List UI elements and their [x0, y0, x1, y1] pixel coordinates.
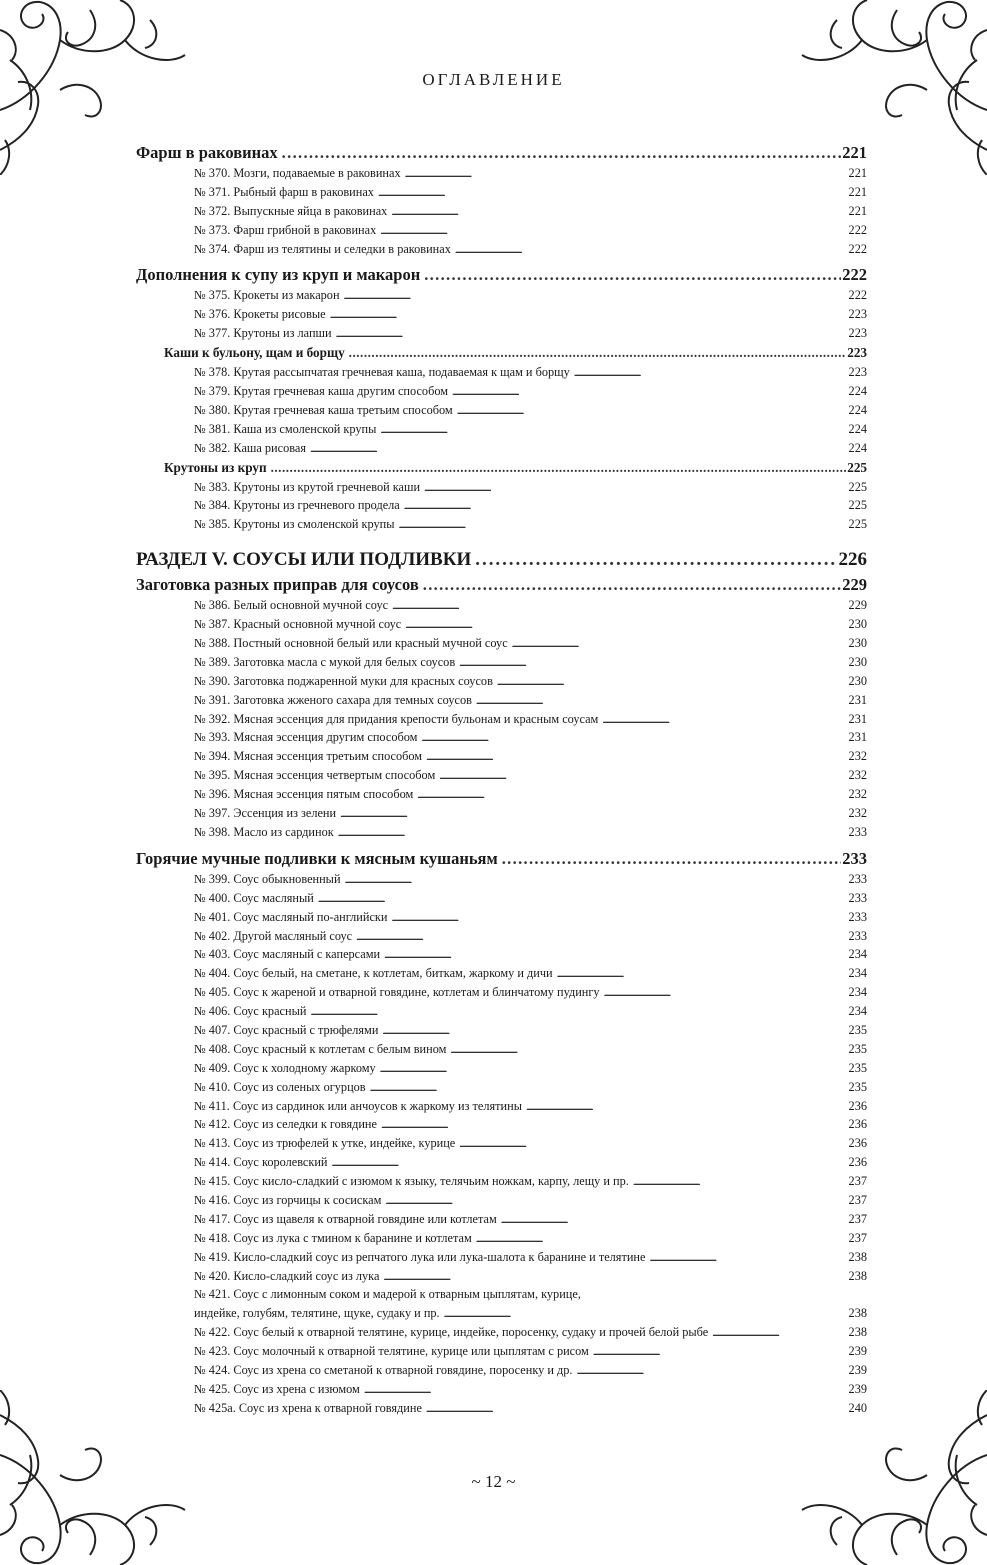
toc-entry[interactable]: № 406. Соус красный . . . 234 — [194, 1002, 867, 1021]
toc-entry[interactable]: № 418. Соус из лука с тмином к баранине и котлетам . . . 237 — [194, 1229, 867, 1248]
toc-entry[interactable]: № 389. Заготовка масла с мукой для белых соусов . . . 230 — [194, 653, 867, 672]
toc-subsection-heading[interactable]: Крутоны из круп . . . 225 — [164, 458, 867, 478]
toc-entry[interactable]: № 407. Соус красный с трюфелями . . . 235 — [194, 1021, 867, 1040]
toc-entry[interactable]: № 375. Крокеты из макарон . . . 222 — [194, 286, 867, 305]
table-of-contents — [136, 142, 867, 1418]
toc-entry[interactable]: № 405. Соус к жареной и отварной говядине, котлетам и блинчатому пудингу . . . 234 — [194, 983, 867, 1002]
toc-entry[interactable]: № 382. Каша рисовая . . . 224 — [194, 439, 867, 458]
toc-section-heading[interactable]: Заготовка разных приправ для соусов . . . 229 — [136, 574, 867, 596]
toc-entry[interactable]: № 400. Соус масляный . . . 233 — [194, 889, 867, 908]
toc-section-heading[interactable]: Дополнения к супу из круп и макарон . . . 222 — [136, 264, 867, 286]
toc-entry[interactable]: № 384. Крутоны из гречневого продела . . . 225 — [194, 496, 867, 515]
toc-entry[interactable]: № 393. Мясная эссенция другим способом . . . 231 — [194, 728, 867, 747]
toc-entry[interactable]: № 411. Соус из сардинок или анчоусов к жаркому из телятины . . . 236 — [194, 1097, 867, 1116]
toc-subsection-heading[interactable]: Каши к бульону, щам и борщу . . . 223 — [164, 343, 867, 363]
toc-entry[interactable]: № 394. Мясная эссенция третьим способом . . . 232 — [194, 747, 867, 766]
toc-entry[interactable]: № 409. Соус к холодному жаркому . . . 235 — [194, 1059, 867, 1078]
toc-entry[interactable]: № 416. Соус из горчицы к сосискам . . . 237 — [194, 1191, 867, 1210]
toc-entry[interactable]: № 370. Мозги, подаваемые в раковинах . . . 221 — [194, 164, 867, 183]
toc-entry[interactable]: № 371. Рыбный фарш в раковинах . . . 221 — [194, 183, 867, 202]
toc-entry[interactable]: № 415. Соус кисло-сладкий с изюмом к языку, телячьим ножкам, карпу, лещу и пр. . . . 237 — [194, 1172, 867, 1191]
toc-entry[interactable]: № 378. Крутая рассыпчатая гречневая каша, подаваемая к щам и борщу . . . 223 — [194, 363, 867, 382]
toc-entry[interactable]: № 379. Крутая гречневая каша другим способом . . . 224 — [194, 382, 867, 401]
running-head: ОГЛАВЛЕНИЕ — [422, 70, 565, 89]
toc-entry[interactable]: № 419. Кисло-сладкий соус из репчатого лука или лука-шалота к баранине и телятине . . . 238 — [194, 1248, 867, 1267]
toc-entry[interactable]: № 412. Соус из селедки к говядине . . . 236 — [194, 1115, 867, 1134]
toc-entry[interactable]: № 376. Крокеты рисовые . . . 223 — [194, 305, 867, 324]
toc-entry[interactable]: № 388. Постный основной белый или красный мучной соус . . . 230 — [194, 634, 867, 653]
toc-entry[interactable]: индейке, голубям, телятине, щуке, судаку и пр. . . . 238 — [194, 1304, 867, 1323]
toc-entry[interactable]: № 383. Крутоны из крутой гречневой каши . . . 225 — [194, 478, 867, 497]
toc-entry[interactable]: № 425. Соус из хрена с изюмом . . . 239 — [194, 1380, 867, 1399]
toc-entry[interactable]: № 381. Каша из смоленской крупы . . . 224 — [194, 420, 867, 439]
toc-entry[interactable]: № 401. Соус масляный по-английски . . . 233 — [194, 908, 867, 927]
toc-entry[interactable]: № 403. Соус масляный с каперсами . . . 234 — [194, 945, 867, 964]
toc-entry[interactable]: № 386. Белый основной мучной соус . . . 229 — [194, 596, 867, 615]
toc-entry[interactable]: № 420. Кисло-сладкий соус из лука . . . 238 — [194, 1267, 867, 1286]
page-number: ~ 12 ~ — [471, 1472, 516, 1491]
toc-entry[interactable]: № 423. Соус молочный к отварной телятине, курице или цыплятам с рисом . . . 239 — [194, 1342, 867, 1361]
toc-entry[interactable]: № 417. Соус из щавеля к отварной говядине или котлетам . . . 237 — [194, 1210, 867, 1229]
toc-entry[interactable]: № 391. Заготовка жженого сахара для темных соусов . . . 231 — [194, 691, 867, 710]
toc-entry[interactable]: № 373. Фарш грибной в раковинах . . . 222 — [194, 221, 867, 240]
toc-entry[interactable]: № 410. Соус из соленых огурцов . . . 235 — [194, 1078, 867, 1097]
toc-entry[interactable]: № 414. Соус королевский . . . 236 — [194, 1153, 867, 1172]
toc-entry[interactable]: № 395. Мясная эссенция четвертым способом . . . 232 — [194, 766, 867, 785]
toc-entry[interactable]: № 399. Соус обыкновенный . . . 233 — [194, 870, 867, 889]
toc-entry[interactable]: № 396. Мясная эссенция пятым способом . . . 232 — [194, 785, 867, 804]
toc-section-heading[interactable]: Горячие мучные подливки к мясным кушаньям . . . 233 — [136, 848, 867, 870]
toc-entry[interactable]: № 425а. Соус из хрена к отварной говядине . . . 240 — [194, 1399, 867, 1418]
toc-part-heading[interactable]: РАЗДЕЛ V. СОУСЫ ИЛИ ПОДЛИВКИ . . . 226 — [136, 546, 867, 574]
toc-entry[interactable]: № 372. Выпускные яйца в раковинах . . . 221 — [194, 202, 867, 221]
toc-entry[interactable]: № 413. Соус из трюфелей к утке, индейке, курице . . . 236 — [194, 1134, 867, 1153]
toc-entry[interactable]: № 387. Красный основной мучной соус . . . 230 — [194, 615, 867, 634]
toc-entry-first-line[interactable]: № 421. Соус с лимонным соком и мадерой к отварным цыплятам, курице, — [194, 1287, 581, 1302]
toc-entry[interactable]: № 397. Эссенция из зелени . . . 232 — [194, 804, 867, 823]
toc-entry[interactable]: № 392. Мясная эссенция для придания крепости бульонам и красным соусам . . . 231 — [194, 710, 867, 729]
toc-section-heading[interactable]: Фарш в раковинах . . . 221 — [136, 142, 867, 164]
toc-entry[interactable]: № 385. Крутоны из смоленской крупы . . . 225 — [194, 515, 867, 534]
toc-entry[interactable]: № 408. Соус красный к котлетам с белым вином . . . 235 — [194, 1040, 867, 1059]
toc-entry[interactable]: № 398. Масло из сардинок . . . 233 — [194, 823, 867, 842]
toc-entry[interactable]: № 380. Крутая гречневая каша третьим способом . . . 224 — [194, 401, 867, 420]
toc-entry[interactable]: № 422. Соус белый к отварной телятине, курице, индейке, поросенку, судаку и прочей белой рыбе . . . 238 — [194, 1323, 867, 1342]
toc-entry[interactable]: № 377. Крутоны из лапши . . . 223 — [194, 324, 867, 343]
toc-entry[interactable]: № 402. Другой масляный соус . . . 233 — [194, 927, 867, 946]
toc-entry[interactable]: № 390. Заготовка поджаренной муки для красных соусов . . . 230 — [194, 672, 867, 691]
toc-entry[interactable]: № 424. Соус из хрена со сметаной к отварной говядине, поросенку и др. . . . 239 — [194, 1361, 867, 1380]
toc-entry[interactable]: № 404. Соус белый, на сметане, к котлетам, биткам, жаркому и дичи . . . 234 — [194, 964, 867, 983]
toc-entry[interactable]: № 374. Фарш из телятины и селедки в раковинах . . . 222 — [194, 240, 867, 259]
